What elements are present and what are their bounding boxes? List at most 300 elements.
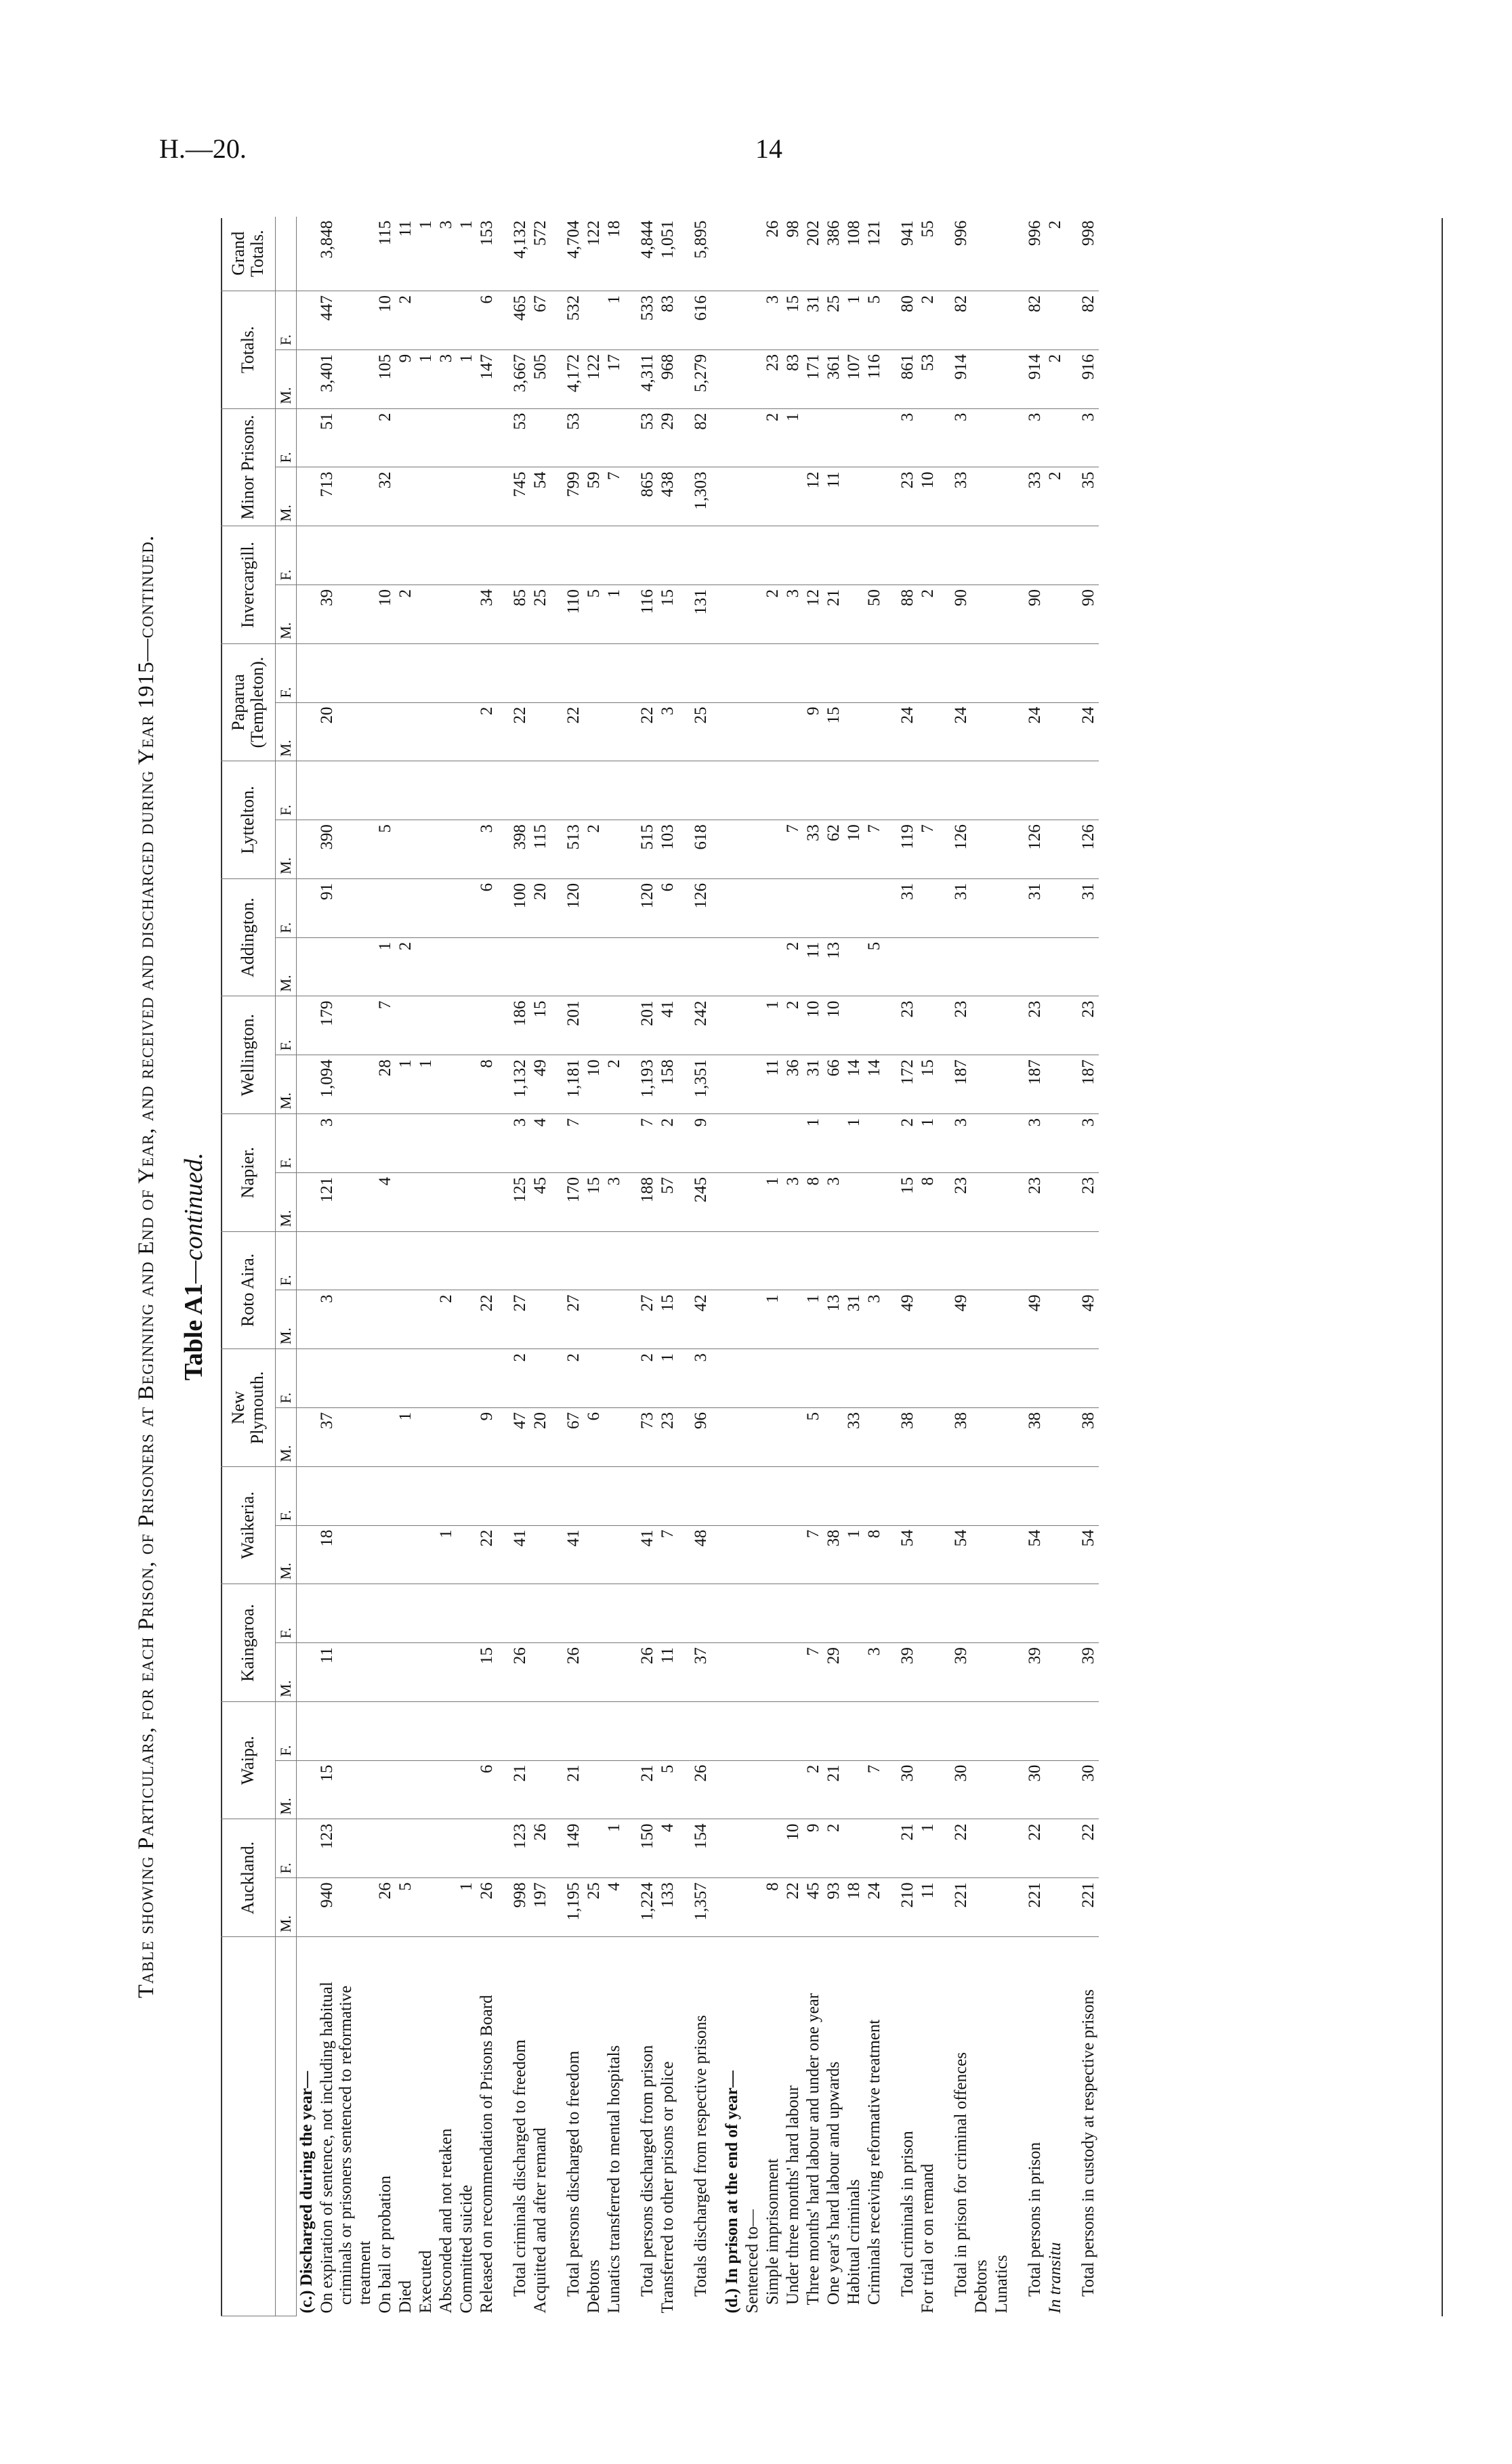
spacer-cell <box>625 1349 635 1408</box>
value-cell <box>477 643 497 702</box>
value-cell: 7 <box>604 467 625 526</box>
value-cell <box>457 702 477 761</box>
value-cell: 3 <box>689 1349 711 1408</box>
value-cell <box>742 1701 763 1760</box>
value-cell: 202 <box>803 217 824 291</box>
value-cell <box>1045 1701 1066 1760</box>
value-cell <box>722 937 742 996</box>
row-label-subheader <box>276 1937 297 2316</box>
value-cell <box>396 820 416 879</box>
value-cell: 29 <box>824 1643 844 1702</box>
value-cell <box>416 878 436 937</box>
value-cell: 53 <box>508 408 530 467</box>
spacer-cell <box>885 702 896 761</box>
value-cell <box>803 1231 824 1290</box>
value-cell <box>689 526 711 585</box>
value-cell: 22 <box>508 702 530 761</box>
spacer-cell <box>938 820 949 879</box>
value-cell <box>562 1701 584 1760</box>
value-cell: 158 <box>658 1055 678 1114</box>
spacer-cell <box>1066 1114 1076 1173</box>
value-cell: 1,051 <box>658 217 678 291</box>
value-cell <box>297 1701 318 1760</box>
value-cell <box>477 761 497 820</box>
row-label: Committed suicide <box>457 2184 476 2314</box>
spacer-cell <box>625 1937 635 2316</box>
value-cell <box>824 1466 844 1525</box>
value-cell <box>530 761 551 820</box>
value-cell <box>530 937 551 996</box>
value-cell: 28 <box>375 1055 396 1114</box>
spacer-cell <box>711 878 722 937</box>
value-cell <box>949 1466 971 1525</box>
spacer-cell <box>551 585 562 643</box>
value-cell <box>824 408 844 467</box>
value-cell: 187 <box>949 1055 971 1114</box>
value-cell <box>1045 291 1066 350</box>
value-cell <box>457 1055 477 1114</box>
value-cell <box>1076 1584 1099 1643</box>
table-row <box>971 217 992 2316</box>
spacer-cell <box>1012 408 1023 467</box>
value-cell <box>971 1878 992 1937</box>
value-cell <box>864 1172 885 1231</box>
value-cell <box>992 467 1012 526</box>
value-cell <box>742 1172 763 1231</box>
value-cell <box>844 1701 864 1760</box>
value-cell: 2 <box>508 1349 530 1408</box>
value-cell <box>457 467 477 526</box>
value-cell <box>1045 1055 1066 1114</box>
value-cell <box>1045 585 1066 643</box>
spacer-cell <box>1066 1937 1076 2316</box>
value-cell: 49 <box>1023 1290 1045 1349</box>
value-cell <box>722 1349 742 1408</box>
value-cell <box>530 1525 551 1584</box>
spacer-cell <box>711 1760 722 1819</box>
value-cell <box>742 702 763 761</box>
spacer-cell <box>1066 702 1076 761</box>
value-cell <box>436 526 457 585</box>
spacer-cell <box>1066 1643 1076 1702</box>
value-cell <box>317 1231 375 1290</box>
value-cell <box>457 526 477 585</box>
value-cell <box>604 1407 625 1466</box>
value-cell: 4 <box>658 1819 678 1878</box>
value-cell: 515 <box>635 820 658 879</box>
value-cell <box>971 1172 992 1231</box>
value-cell <box>763 1114 783 1173</box>
row-label: Habitual criminals <box>845 2179 863 2314</box>
spacer-cell <box>497 349 508 408</box>
value-cell <box>416 1701 436 1760</box>
value-cell <box>457 1114 477 1173</box>
value-cell <box>783 1290 803 1349</box>
value-cell <box>763 1701 783 1760</box>
value-cell <box>992 761 1012 820</box>
value-cell <box>604 1584 625 1643</box>
value-cell: 82 <box>1076 291 1099 350</box>
value-cell: 1 <box>416 349 436 408</box>
value-cell <box>530 1760 551 1819</box>
column-header: Waipa. <box>221 1701 276 1819</box>
value-cell <box>375 1114 396 1173</box>
value-cell: 201 <box>635 996 658 1055</box>
spacer-cell <box>1066 1407 1076 1466</box>
value-cell: 24 <box>864 1878 885 1937</box>
value-cell <box>604 1760 625 1819</box>
value-cell <box>297 1466 318 1525</box>
value-cell <box>722 408 742 467</box>
value-cell <box>1045 1819 1066 1878</box>
value-cell <box>992 1349 1012 1408</box>
value-cell <box>844 1466 864 1525</box>
value-cell: 186 <box>508 996 530 1055</box>
value-cell <box>508 761 530 820</box>
value-cell <box>584 702 604 761</box>
value-cell: 25 <box>689 702 711 761</box>
value-cell: 9 <box>477 1407 497 1466</box>
value-cell <box>436 1349 457 1408</box>
value-cell: 940 <box>317 1878 375 1937</box>
value-cell <box>416 1819 436 1878</box>
value-cell: 1 <box>457 349 477 408</box>
value-cell <box>844 1172 864 1231</box>
value-cell: 41 <box>658 996 678 1055</box>
spacer-cell <box>711 467 722 526</box>
value-cell <box>457 1760 477 1819</box>
value-cell: 31 <box>1076 878 1099 937</box>
spacer-cell <box>1012 1701 1023 1760</box>
value-cell: 618 <box>689 820 711 879</box>
value-cell: 49 <box>1076 1290 1099 1349</box>
value-cell <box>844 1231 864 1290</box>
value-cell: 1 <box>416 1055 436 1114</box>
value-cell <box>297 878 318 937</box>
value-cell: 48 <box>689 1525 711 1584</box>
value-cell <box>689 761 711 820</box>
value-cell <box>297 761 318 820</box>
value-cell <box>297 1114 318 1173</box>
value-cell <box>992 1055 1012 1114</box>
spacer-cell <box>938 467 949 526</box>
value-cell <box>396 408 416 467</box>
value-cell: 10 <box>824 996 844 1055</box>
row-label: On expiration of sentence, not including habitual criminals or prisoners sentenced to reformative treatment <box>318 1982 374 2314</box>
value-cell: 22 <box>783 1878 803 1937</box>
value-cell: 122 <box>584 217 604 291</box>
spacer-cell <box>1012 1172 1023 1231</box>
sex-subheader: F. <box>276 1114 297 1173</box>
spacer-cell <box>551 1466 562 1525</box>
spacer-cell <box>625 349 635 408</box>
value-cell <box>477 1172 497 1231</box>
value-cell <box>918 702 938 761</box>
value-cell <box>918 1643 938 1702</box>
table-row <box>742 217 763 2316</box>
row-label: Lunatics transferred to mental hospitals <box>605 2045 623 2314</box>
value-cell: 36 <box>783 1055 803 1114</box>
value-cell: 88 <box>896 585 918 643</box>
value-cell <box>864 761 885 820</box>
value-cell <box>457 937 477 996</box>
value-cell: 14 <box>864 1055 885 1114</box>
value-cell <box>722 996 742 1055</box>
column-header: Paparua (Templeton). <box>221 643 276 761</box>
rotated-table-page <box>126 217 1481 2316</box>
value-cell: 26 <box>477 1878 497 1937</box>
spacer-cell <box>497 1172 508 1231</box>
value-cell <box>803 1349 824 1408</box>
spacer-cell <box>1066 408 1076 467</box>
spacer-cell <box>551 1172 562 1231</box>
value-cell <box>844 937 864 996</box>
value-cell <box>844 1349 864 1408</box>
spacer-cell <box>1066 996 1076 1055</box>
value-cell: 105 <box>375 349 396 408</box>
spacer-cell <box>678 643 689 702</box>
value-cell: 126 <box>689 878 711 937</box>
value-cell <box>436 937 457 996</box>
value-cell <box>658 937 678 996</box>
value-cell <box>971 878 992 937</box>
value-cell: 31 <box>949 878 971 937</box>
spacer-row <box>625 217 635 2316</box>
spacer-cell <box>1066 1172 1076 1231</box>
value-cell <box>971 1819 992 1878</box>
value-cell <box>604 820 625 879</box>
spacer-cell <box>625 937 635 996</box>
value-cell <box>992 349 1012 408</box>
value-cell: 505 <box>530 349 551 408</box>
value-cell <box>992 1407 1012 1466</box>
column-header: Minor Prisons. <box>221 408 276 526</box>
value-cell <box>604 937 625 996</box>
value-cell <box>783 467 803 526</box>
value-cell <box>297 937 318 996</box>
table-row <box>416 217 436 2316</box>
spacer-cell <box>497 1819 508 1878</box>
value-cell: 15 <box>477 1643 497 1702</box>
value-cell: 8 <box>803 1172 824 1231</box>
value-cell: 15 <box>918 1055 938 1114</box>
table-title: Table showing Particulars, for each Prison, of Prisoners at Beginning and End of Year, and received and discharged during Year 1915—continued. <box>134 534 159 1999</box>
value-cell: 27 <box>508 1290 530 1349</box>
value-cell <box>971 1466 992 1525</box>
value-cell <box>604 1114 625 1173</box>
value-cell: 9 <box>803 1819 824 1878</box>
value-cell <box>436 467 457 526</box>
sex-subheader: F. <box>276 878 297 937</box>
spacer-cell <box>938 1525 949 1584</box>
value-cell <box>562 643 584 702</box>
value-cell <box>477 1114 497 1173</box>
column-header: Roto Aira. <box>221 1231 276 1349</box>
value-cell: 914 <box>1023 349 1045 408</box>
value-cell: 154 <box>689 1819 711 1878</box>
value-cell <box>396 878 416 937</box>
value-cell: 67 <box>530 291 551 350</box>
spacer-cell <box>551 408 562 467</box>
value-cell <box>864 1701 885 1760</box>
value-cell: 170 <box>562 1172 584 1231</box>
spacer-cell <box>497 1878 508 1937</box>
value-cell: 7 <box>864 820 885 879</box>
table-row <box>530 217 551 2316</box>
value-cell: 54 <box>530 467 551 526</box>
value-cell: 1 <box>658 1349 678 1408</box>
value-cell <box>457 1172 477 1231</box>
value-cell: 245 <box>689 1172 711 1231</box>
value-cell <box>783 1349 803 1408</box>
sex-subheader: M. <box>276 467 297 526</box>
spacer-cell <box>711 1290 722 1349</box>
value-cell <box>864 1407 885 1466</box>
value-cell <box>477 1349 497 1408</box>
value-cell: 41 <box>562 1525 584 1584</box>
prison-particulars-table <box>221 217 1099 2316</box>
value-cell <box>477 408 497 467</box>
value-cell <box>1076 937 1099 996</box>
sex-subheader: F. <box>276 526 297 585</box>
spacer-cell <box>938 1055 949 1114</box>
value-cell: 121 <box>864 217 885 291</box>
value-cell: 210 <box>896 1878 918 1937</box>
value-cell: 5,279 <box>689 349 711 408</box>
value-cell: 6 <box>477 291 497 350</box>
spacer-cell <box>711 761 722 820</box>
value-cell <box>803 1466 824 1525</box>
spacer-cell <box>885 349 896 408</box>
value-cell <box>375 1819 396 1878</box>
value-cell <box>457 878 477 937</box>
value-cell: 1 <box>604 291 625 350</box>
value-cell <box>530 1290 551 1349</box>
value-cell: 171 <box>803 349 824 408</box>
value-cell <box>742 1055 763 1114</box>
spacer-cell <box>625 878 635 937</box>
table-row <box>844 217 864 2316</box>
value-cell <box>763 820 783 879</box>
value-cell <box>1023 1466 1045 1525</box>
spacer-cell <box>678 1290 689 1349</box>
value-cell <box>722 702 742 761</box>
value-cell <box>562 526 584 585</box>
value-cell <box>635 937 658 996</box>
spacer-cell <box>497 761 508 820</box>
value-cell <box>763 526 783 585</box>
value-cell <box>1023 1349 1045 1408</box>
spacer-cell <box>551 1937 562 2316</box>
value-cell <box>584 1349 604 1408</box>
spacer-cell <box>551 878 562 937</box>
value-cell: 3,848 <box>317 217 375 291</box>
spacer-cell <box>625 820 635 879</box>
spacer-cell <box>1066 1290 1076 1349</box>
spacer-cell <box>1012 1407 1023 1466</box>
column-header-row <box>221 217 276 2316</box>
value-cell: 33 <box>803 820 824 879</box>
value-cell <box>584 1643 604 1702</box>
value-cell <box>584 937 604 996</box>
value-cell <box>783 1525 803 1584</box>
value-cell <box>436 585 457 643</box>
value-cell: 1 <box>844 291 864 350</box>
value-cell <box>375 878 396 937</box>
spacer-cell <box>1066 467 1076 526</box>
value-cell <box>971 467 992 526</box>
value-cell <box>763 702 783 761</box>
value-cell <box>722 1407 742 1466</box>
value-cell <box>658 643 678 702</box>
spacer-cell <box>625 702 635 761</box>
value-cell: 7 <box>803 1643 824 1702</box>
value-cell <box>297 291 318 350</box>
value-cell <box>783 1701 803 1760</box>
value-cell: 25 <box>824 291 844 350</box>
value-cell <box>742 217 763 291</box>
spacer-cell <box>711 1584 722 1643</box>
column-header: Grand Totals. <box>221 217 276 291</box>
value-cell <box>436 1466 457 1525</box>
value-cell: 2 <box>1045 217 1066 291</box>
value-cell: 3 <box>783 585 803 643</box>
value-cell <box>530 1701 551 1760</box>
value-cell <box>742 820 763 879</box>
spacer-cell <box>678 1819 689 1878</box>
value-cell <box>763 643 783 702</box>
row-label: Three months' hard labour and under one year <box>804 1993 822 2314</box>
value-cell: 2 <box>436 1290 457 1349</box>
value-cell <box>722 467 742 526</box>
value-cell: 31 <box>803 1055 824 1114</box>
value-cell: 37 <box>689 1643 711 1702</box>
value-cell <box>1023 643 1045 702</box>
value-cell <box>457 1407 477 1466</box>
value-cell: 10 <box>803 996 824 1055</box>
value-cell: 6 <box>477 878 497 937</box>
spacer-cell <box>1066 526 1076 585</box>
value-cell <box>992 937 1012 996</box>
value-cell: 15 <box>783 291 803 350</box>
value-cell <box>918 937 938 996</box>
spacer-cell <box>1066 1760 1076 1819</box>
value-cell <box>396 1172 416 1231</box>
value-cell <box>763 761 783 820</box>
value-cell <box>416 1643 436 1702</box>
value-cell <box>722 1525 742 1584</box>
value-cell: 123 <box>317 1819 375 1878</box>
value-cell <box>742 1584 763 1643</box>
value-cell: 119 <box>896 820 918 879</box>
value-cell: 438 <box>658 467 678 526</box>
value-cell: 187 <box>1023 1055 1045 1114</box>
value-cell <box>918 761 938 820</box>
value-cell <box>864 643 885 702</box>
value-cell: 2 <box>604 1055 625 1114</box>
value-cell: 4 <box>375 1172 396 1231</box>
value-cell: 398 <box>508 820 530 879</box>
spacer-cell <box>711 643 722 702</box>
spacer-cell <box>1066 1525 1076 1584</box>
value-cell: 93 <box>824 1878 844 1937</box>
value-cell <box>416 1349 436 1408</box>
value-cell <box>584 1584 604 1643</box>
value-cell: 82 <box>949 291 971 350</box>
spacer-cell <box>1066 1819 1076 1878</box>
sex-subheader: F. <box>276 1819 297 1878</box>
value-cell <box>604 1525 625 1584</box>
